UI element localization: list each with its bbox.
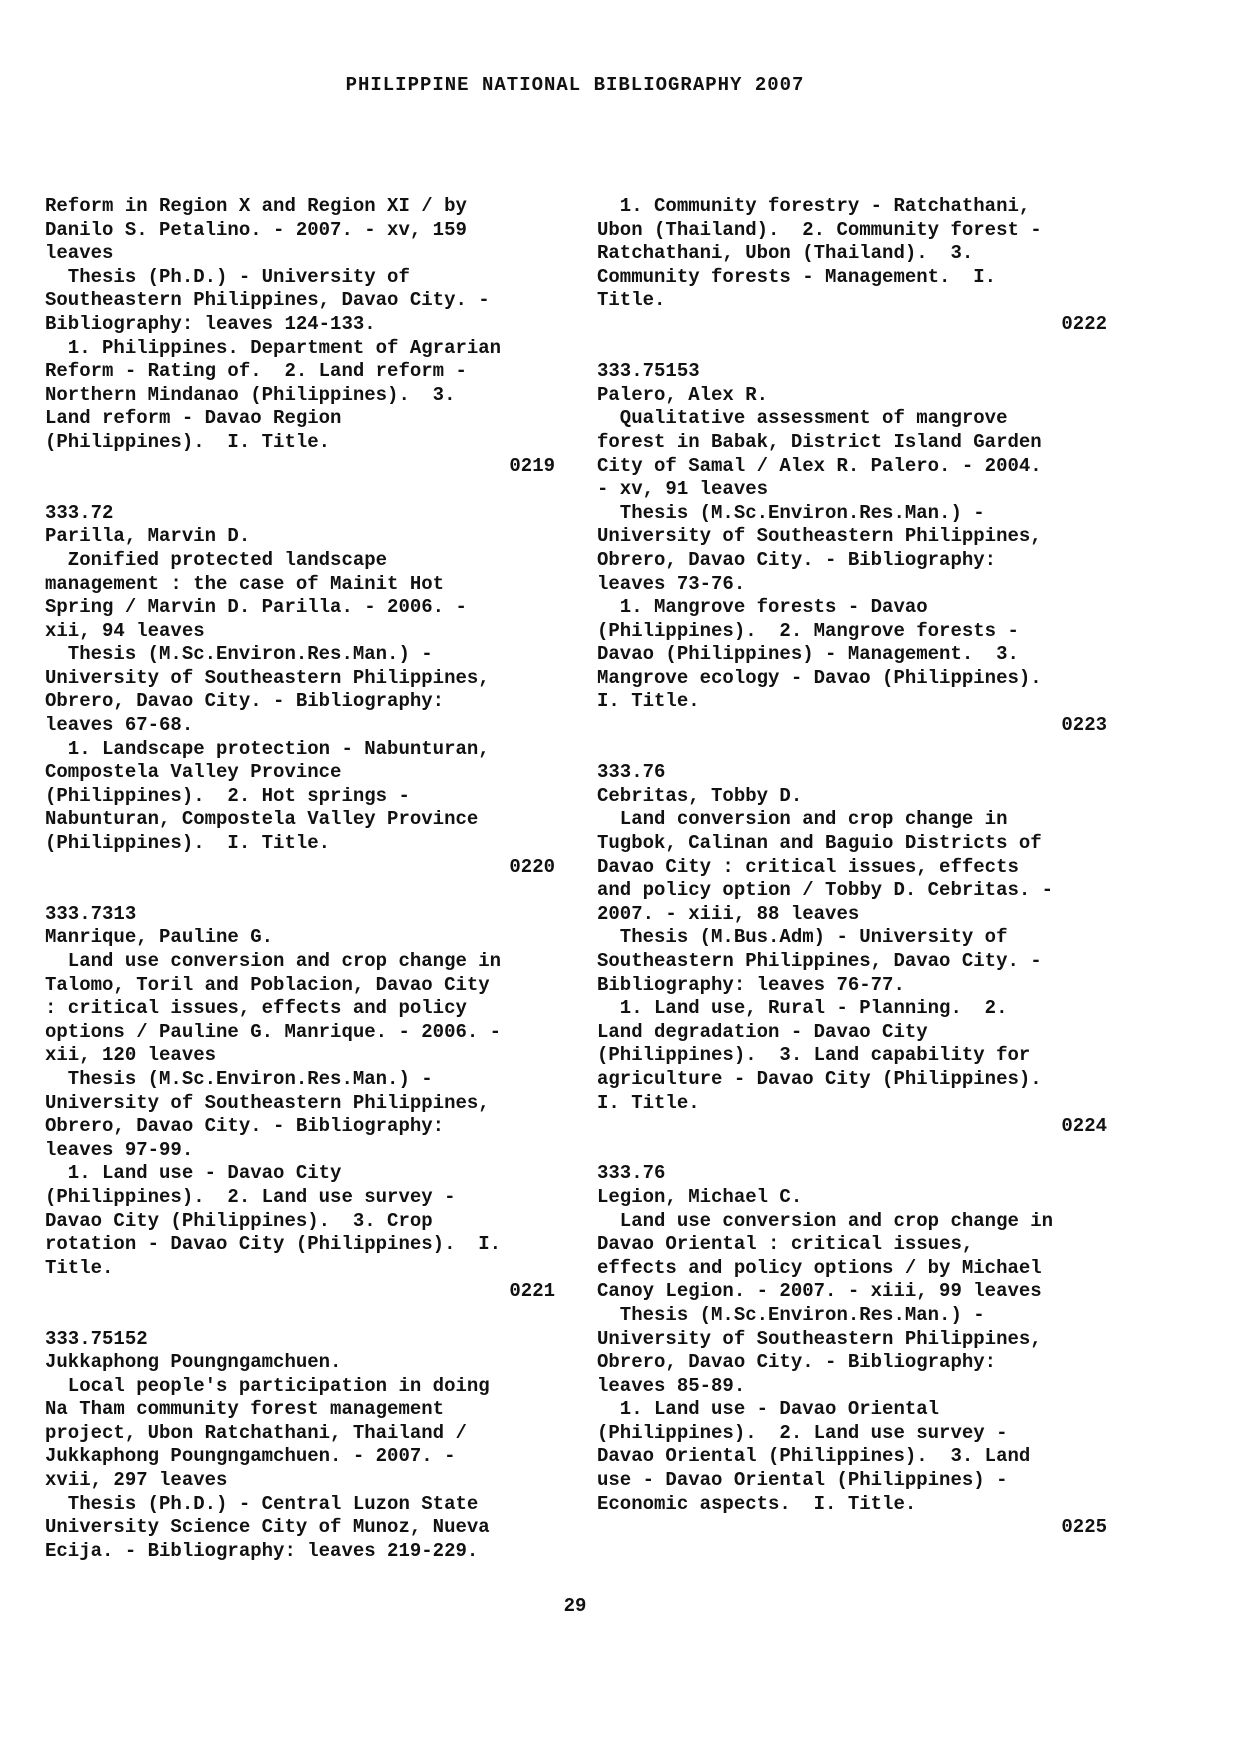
entry-line: (Philippines). I. Title. (45, 430, 331, 453)
call-number: 333.72 (45, 501, 114, 524)
entry-line: Ecija. - Bibliography: leaves 219-229. (45, 1539, 479, 1562)
entry-number: 0225 (1061, 1516, 1107, 1539)
entry-line: University Science City of Munoz, Nueva (45, 1516, 490, 1539)
entry-number: 0224 (1061, 1115, 1107, 1138)
entry-line: agriculture - Davao City (Philippines). (597, 1067, 1042, 1090)
call-number: 333.76 (597, 1162, 666, 1185)
entry-line: Ratchathani, Ubon (Thailand). 3. (597, 242, 974, 265)
entry-line: leaves 97-99. (45, 1138, 194, 1161)
entry-line: (Philippines). 3. Land capability for (597, 1044, 1031, 1067)
entry-line: Na Tham community forest management (45, 1398, 445, 1421)
entry-line: 2007. - xiii, 88 leaves (597, 902, 860, 925)
entry-line: Thesis (M.Sc.Environ.Res.Man.) - (597, 1303, 985, 1326)
bibliographic-entry (597, 761, 1107, 1139)
entry-line: Reform - Rating of. 2. Land reform - (45, 360, 467, 383)
entry-line: leaves 67-68. (45, 714, 194, 737)
page-number: 29 (563, 1595, 587, 1617)
entry-line: Nabunturan, Compostela Valley Province (45, 808, 479, 831)
author: Parilla, Marvin D. (45, 525, 251, 548)
entry-line: Thesis (M.Sc.Environ.Res.Man.) - (45, 1067, 433, 1090)
entry-line: Title. (597, 289, 666, 312)
entry-line: Thesis (M.Sc.Environ.Res.Man.) - (597, 501, 985, 524)
author: Manrique, Pauline G. (45, 926, 274, 949)
author: Cebritas, Tobby D. (597, 784, 803, 807)
entry-line: 1. Land use, Rural - Planning. 2. (597, 997, 1008, 1020)
running-head: PHILIPPINE NATIONAL BIBLIOGRAPHY 2007 (345, 74, 805, 96)
entry-line: 1. Community forestry - Ratchathani, (597, 195, 1031, 217)
entry-line: Southeastern Philippines, Davao City. - (45, 289, 490, 312)
call-number: 333.76 (597, 761, 666, 784)
entry-line: 1. Mangrove forests - Davao (597, 596, 928, 619)
entry-line: Obrero, Davao City. - Bibliography: (45, 1115, 445, 1138)
entry-line: 1. Land use - Davao Oriental (597, 1398, 940, 1421)
entry-line: University of Southeastern Philippines, (597, 525, 1042, 548)
entry-line: Davao City (Philippines). 3. Crop (45, 1209, 433, 1232)
entry-line: Spring / Marvin D. Parilla. - 2006. - (45, 596, 467, 619)
entry-line: and policy option / Tobby D. Cebritas. - (597, 879, 1054, 902)
entry-line: Thesis (M.Sc.Environ.Res.Man.) - (45, 643, 433, 666)
entry-line: Danilo S. Petalino. - 2007. - xv, 159 (45, 218, 467, 241)
entry-line: Community forests - Management. I. (597, 265, 997, 288)
entry-line: Ubon (Thailand). 2. Community forest - (597, 218, 1042, 241)
entry-line: (Philippines). 2. Land use survey - (597, 1421, 1008, 1444)
left-column (45, 195, 555, 1587)
entry-line: (Philippines). 2. Hot springs - (45, 784, 410, 807)
entry-line: leaves 73-76. (597, 572, 746, 595)
entry-line: xii, 94 leaves (45, 619, 205, 642)
entry-line: forest in Babak, District Island Garden (597, 430, 1042, 453)
entry-line: Land use conversion and crop change in (45, 950, 502, 972)
entry-number: 0219 (509, 454, 555, 477)
entry-line: project, Ubon Ratchathani, Thailand / (45, 1421, 467, 1444)
entry-line: Obrero, Davao City. - Bibliography: (597, 548, 997, 571)
call-number: 333.75152 (45, 1327, 148, 1350)
entry-line: 1. Philippines. Department of Agrarian (45, 336, 502, 359)
entry-line: Land conversion and crop change in (597, 808, 1008, 831)
bibliographic-entry (45, 502, 555, 880)
entry-line: xvii, 297 leaves (45, 1469, 228, 1492)
bibliographic-entry (45, 195, 555, 478)
entry-line: I. Title. (597, 690, 700, 713)
entry-line: Land reform - Davao Region (45, 407, 342, 430)
call-number: 333.7313 (45, 902, 137, 925)
entry-line: leaves (45, 242, 114, 265)
entry-line: Northern Mindanao (Philippines). 3. (45, 383, 456, 406)
entry-line: University of Southeastern Philippines, (597, 1327, 1042, 1350)
entry-line: xii, 120 leaves (45, 1044, 217, 1067)
entry-line: leaves 85-89. (597, 1374, 746, 1397)
entry-line: (Philippines). 2. Land use survey - (45, 1185, 456, 1208)
bibliographic-entry (597, 195, 1107, 337)
entry-line: Canoy Legion. - 2007. - xiii, 99 leaves (597, 1280, 1042, 1303)
entry-line: Davao Oriental : critical issues, (597, 1233, 974, 1256)
entry-line: Reform in Region X and Region XI / by (45, 195, 467, 217)
entry-line: Thesis (Ph.D.) - Central Luzon State (45, 1492, 479, 1515)
author: Legion, Michael C. (597, 1185, 803, 1208)
entry-line: Qualitative assessment of mangrove (597, 407, 1008, 430)
entry-line: Jukkaphong Poungngamchuen. - 2007. - (45, 1445, 456, 1468)
entry-line: Land use conversion and crop change in (597, 1209, 1054, 1232)
right-column (597, 195, 1107, 1563)
entry-line: Title. (45, 1256, 114, 1279)
entry-line: Local people's participation in doing (45, 1374, 490, 1397)
entry-line: effects and policy options / by Michael (597, 1256, 1042, 1279)
entry-line: Bibliography: leaves 124-133. (45, 312, 376, 335)
entry-line: rotation - Davao City (Philippines). I. (45, 1233, 502, 1256)
entry-line: options / Pauline G. Manrique. - 2006. - (45, 1020, 502, 1043)
entry-line: Obrero, Davao City. - Bibliography: (597, 1351, 997, 1374)
entry-line: University of Southeastern Philippines, (45, 1091, 490, 1114)
entry-line: Compostela Valley Province (45, 761, 342, 784)
entry-line: Southeastern Philippines, Davao City. - (597, 950, 1042, 972)
entry-number: 0221 (509, 1280, 555, 1303)
entry-line: City of Samal / Alex R. Palero. - 2004. (597, 454, 1042, 477)
entry-line: 1. Landscape protection - Nabunturan, (45, 737, 490, 760)
entry-line: Economic aspects. I. Title. (597, 1492, 917, 1515)
entry-number: 0223 (1061, 714, 1107, 737)
entry-line: - xv, 91 leaves (597, 478, 769, 501)
entry-line: Davao City : critical issues, effects (597, 855, 1019, 878)
entry-line: University of Southeastern Philippines, (45, 666, 490, 689)
entry-line: (Philippines). 2. Mangrove forests - (597, 619, 1019, 642)
entry-line: use - Davao Oriental (Philippines) - (597, 1469, 1008, 1492)
author: Palero, Alex R. (597, 383, 769, 406)
bibliographic-entry (45, 1328, 555, 1564)
entry-line: Talomo, Toril and Poblacion, Davao City (45, 973, 490, 996)
call-number: 333.75153 (597, 360, 700, 383)
entry-line: Davao Oriental (Philippines). 3. Land (597, 1445, 1031, 1468)
entry-number: 0222 (1061, 312, 1107, 335)
entry-line: (Philippines). I. Title. (45, 832, 331, 855)
entry-line: Obrero, Davao City. - Bibliography: (45, 690, 445, 713)
entry-number: 0220 (509, 855, 555, 878)
bibliographic-entry (45, 903, 555, 1304)
bibliographic-entry (597, 1162, 1107, 1540)
author: Jukkaphong Poungngamchuen. (45, 1351, 342, 1374)
entry-line: Tugbok, Calinan and Baguio Districts of (597, 832, 1042, 855)
entry-line: Zonified protected landscape (45, 548, 388, 571)
entry-line: 1. Land use - Davao City (45, 1162, 342, 1185)
entry-line: Land degradation - Davao City (597, 1020, 928, 1043)
entry-line: Mangrove ecology - Davao (Philippines). (597, 666, 1042, 689)
entry-line: Thesis (M.Bus.Adm) - University of (597, 926, 1008, 949)
entry-line: Davao (Philippines) - Management. 3. (597, 643, 1019, 666)
entry-line: : critical issues, effects and policy (45, 997, 467, 1020)
entry-line: Thesis (Ph.D.) - University of (45, 265, 410, 288)
entry-line: Bibliography: leaves 76-77. (597, 973, 905, 996)
bibliographic-entry (597, 360, 1107, 738)
entry-line: management : the case of Mainit Hot (45, 572, 445, 595)
entry-line: I. Title. (597, 1091, 700, 1114)
